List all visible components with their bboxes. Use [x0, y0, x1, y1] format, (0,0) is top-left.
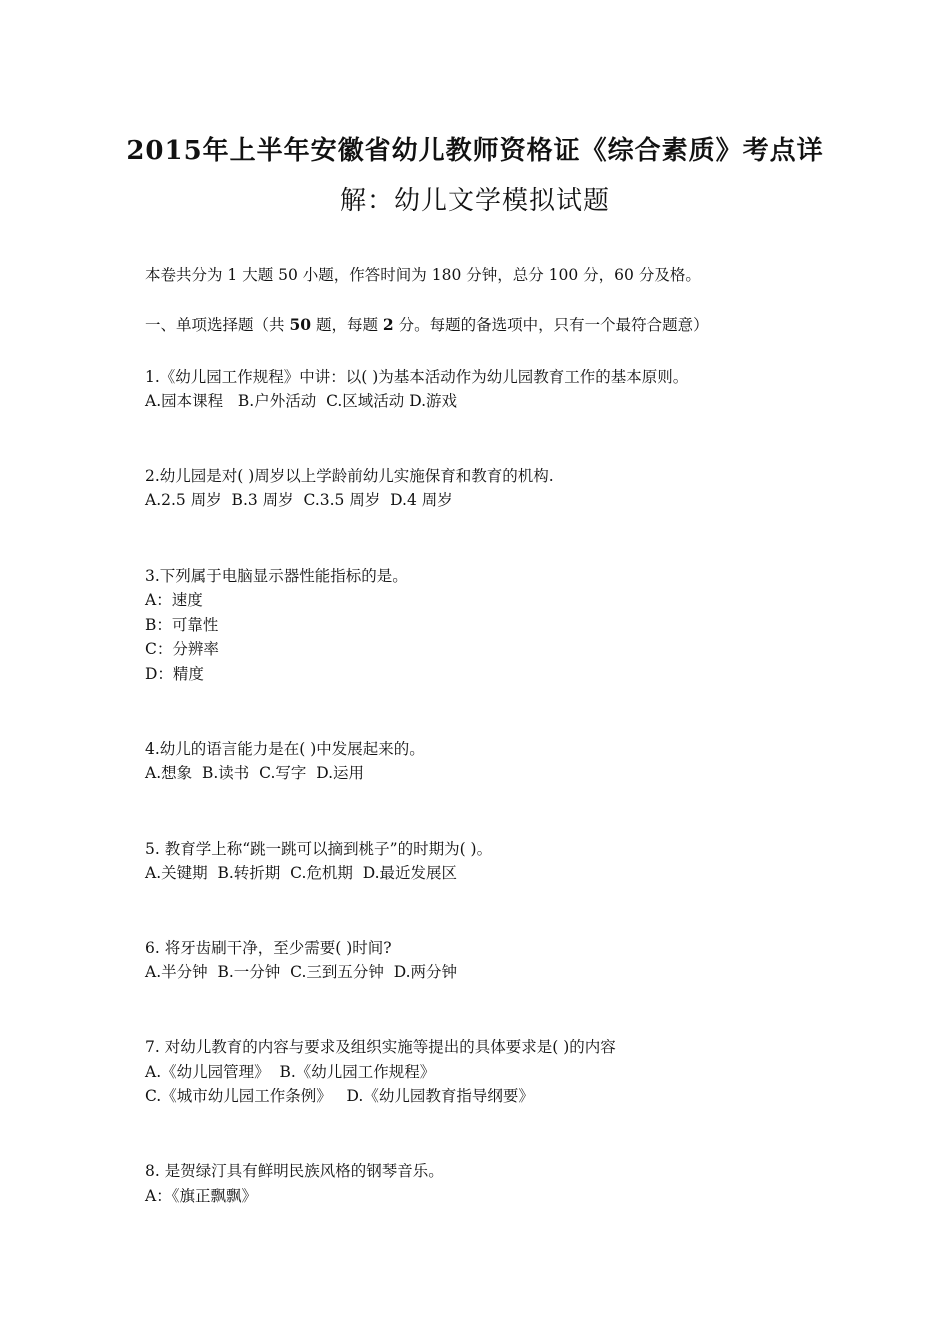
question-7-options-line-1: A.《幼儿园管理》 B.《幼儿园工作规程》 [145, 1063, 436, 1081]
question-1-options: A.园本课程 B.户外活动 C.区域活动 D.游戏 [145, 392, 458, 410]
question-2-stem: 2.幼儿园是对( )周岁以上学龄前幼儿实施保育和教育的机构. [145, 467, 554, 485]
question-8-stem: 8. 是贺绿汀具有鲜明民族风格的钢琴音乐。 [145, 1162, 444, 1180]
document-title-line-2: 解：幼儿文学模拟试题 [339, 186, 610, 216]
question-6-stem: 6. 将牙齿刷干净，至少需要( )时间? [145, 939, 392, 957]
exam-intro: 本卷共分为 1 大题 50 小题，作答时间为 180 分钟，总分 100 分，60 分及格。 [145, 266, 701, 284]
section-question-count: 50 [289, 315, 312, 334]
section-heading [145, 314, 709, 336]
question-6-options: A.半分钟 B.一分钟 C.三到五分钟 D.两分钟 [145, 963, 458, 981]
question-3-stem: 3.下列属于电脑显示器性能指标的是。 [145, 567, 408, 585]
question-4-options: A.想象 B.读书 C.写字 D.运用 [145, 764, 365, 782]
question-1-stem: 1.《幼儿园工作规程》中讲：以( )为基本活动作为幼儿园教育工作的基本原则。 [145, 368, 689, 386]
question-3-option-b: B：可靠性 [145, 616, 219, 634]
question-7-options-line-2: C.《城市幼儿园工作条例》 D.《幼儿园教育指导纲要》 [145, 1087, 534, 1105]
question-3-option-a: A：速度 [145, 591, 203, 609]
section-heading-prefix: 一、单项选择题（共 [145, 316, 290, 334]
question-8-option-a: A：《旗正飘飘》 [145, 1187, 257, 1205]
question-7-stem: 7. 对幼儿教育的内容与要求及组织实施等提出的具体要求是( )的内容 [145, 1038, 616, 1056]
question-3-option-c: C：分辨率 [145, 640, 219, 658]
question-5-stem: 5. 教育学上称“跳一跳可以摘到桃子”的时期为( )。 [145, 840, 493, 858]
question-3-option-d: D：精度 [145, 665, 204, 683]
section-question-score: 2 [382, 315, 394, 334]
section-heading-suffix: 分。每题的备选项中，只有一个最符合题意） [393, 316, 709, 334]
question-2-options: A.2.5 周岁 B.3 周岁 C.3.5 周岁 D.4 周岁 [145, 491, 453, 509]
section-heading-mid: 题，每题 [311, 316, 383, 334]
question-5-options: A.关键期 B.转折期 C.危机期 D.最近发展区 [145, 864, 458, 882]
question-4-stem: 4.幼儿的语言能力是在( )中发展起来的。 [145, 740, 425, 758]
document-title-line-1: 2015年上半年安徽省幼儿教师资格证《综合素质》考点详 [126, 136, 824, 166]
